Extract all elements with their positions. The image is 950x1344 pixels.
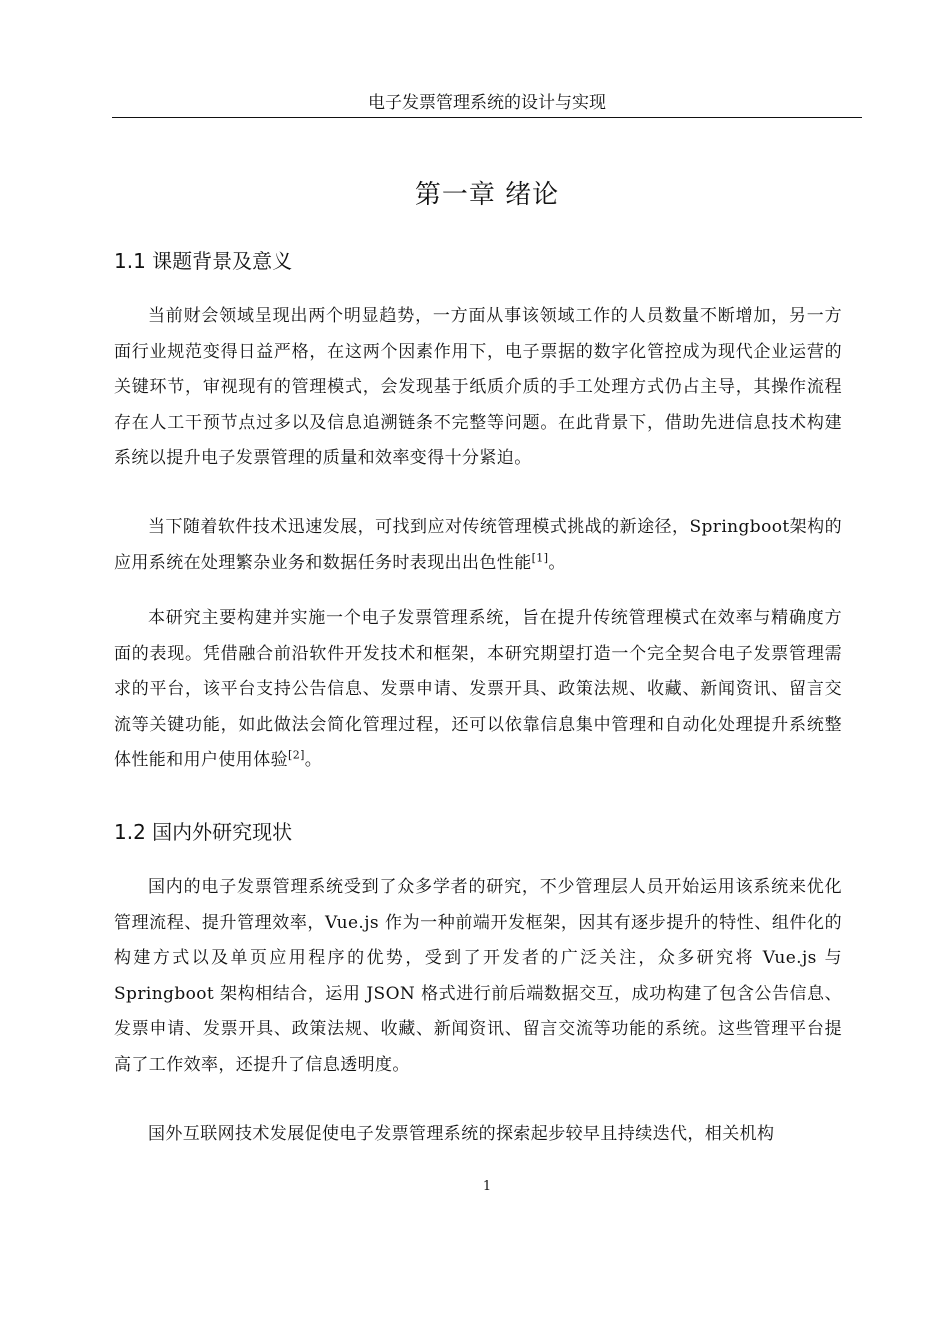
paragraph-text: 本研究主要构建并实施一个电子发票管理系统，旨在提升传统管理模式在效率与精确度方面的表现。凭借融合前沿软件开发技术和框架，本研究期望打造一个完全契合电子发票管理需求的平台，该平台支持公告信息、发票申请、发票开具、政策法规、收藏、新闻资讯、留言交流等关键功能，如此做法会简化管理过程，还可以依靠信息集中管理和自动化处理提升系统整体性能和用户使用体验 bbox=[114, 608, 842, 770]
paragraph-tail: 。 bbox=[304, 750, 323, 770]
page-number: 1 bbox=[482, 1179, 492, 1194]
paragraph-springboot bbox=[114, 510, 842, 581]
paragraph-background bbox=[114, 299, 842, 477]
citation-1: [1] bbox=[531, 550, 549, 564]
paragraph-domestic-research bbox=[114, 870, 842, 1083]
paragraph-foreign-research bbox=[114, 1117, 842, 1153]
paragraph-text: 国外互联网技术发展促使电子发票管理系统的探索起步较早且持续迭代，相关机构 bbox=[148, 1124, 775, 1144]
header-rule bbox=[112, 117, 862, 118]
running-header: 电子发票管理系统的设计与实现 bbox=[368, 93, 606, 113]
paragraph-text: 国内的电子发票管理系统受到了众多学者的研究，不少管理层人员开始运用该系统来优化管理流程、提升管理效率，Vue.js 作为一种前端开发框架，因其有逐步提升的特性、组件化的构建方式以及单页应用程序的优势，受到了开发者的广泛关注，众多研究将 Vue.js 与 Springboot 架构相结合，运用 JSON 格式进行前后端数据交互，成功构建了包含公告信息、发票申请、发票开具、政策法规、收藏、新闻资讯、留言交流等功能的系统。这些管理平台提高了工作效率，还提升了信息透明度。 bbox=[114, 877, 842, 1075]
section-heading-1-2: 1.2 国内外研究现状 bbox=[114, 820, 293, 844]
paragraph-text: 当前财会领域呈现出两个明显趋势，一方面从事该领域工作的人员数量不断增加，另一方面行业规范变得日益严格，在这两个因素作用下，电子票据的数字化管控成为现代企业运营的关键环节，审视现有的管理模式，会发现基于纸质介质的手工处理方式仍占主导，其操作流程存在人工干预节点过多以及信息追溯链条不完整等问题。在此背景下，借助先进信息技术构建系统以提升电子发票管理的质量和效率变得十分紧迫。 bbox=[114, 306, 842, 468]
paragraph-tail: 。 bbox=[548, 552, 566, 573]
paragraph-research-goal bbox=[114, 601, 842, 779]
section-heading-1-1: 1.1 课题背景及意义 bbox=[114, 249, 293, 273]
paragraph-text: 当下随着软件技术迅速发展，可找到应对传统管理模式挑战的新途径，Springboot架构的应用系统在处理繁杂业务和数据任务时表现出出色性能 bbox=[114, 517, 842, 573]
chapter-title: 第一章 绪论 bbox=[414, 180, 560, 210]
citation-2: [2] bbox=[288, 748, 305, 762]
